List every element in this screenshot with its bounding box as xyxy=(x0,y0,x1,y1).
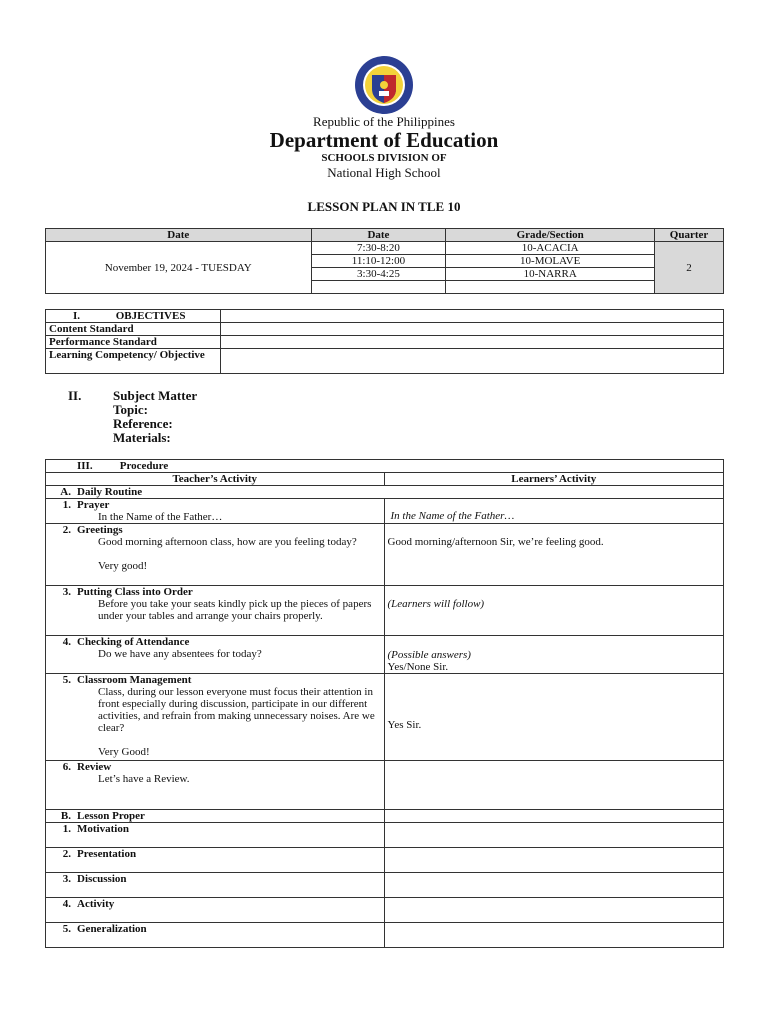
learner-cell xyxy=(384,761,723,810)
learner-cell xyxy=(384,499,723,524)
section-letter: A. xyxy=(60,486,71,498)
objective-label: Learning Competency/ Objective xyxy=(46,349,221,374)
subject-matter-title: Subject Matter xyxy=(113,388,198,403)
learner-cell xyxy=(384,923,723,948)
table-row xyxy=(46,674,724,761)
item-num: 5. xyxy=(62,923,71,935)
section-letter: B. xyxy=(60,810,71,822)
teacher-cell xyxy=(46,524,385,586)
item-num: 1. xyxy=(62,823,71,835)
procedure-heading xyxy=(46,460,724,473)
teacher-text: Very Good! xyxy=(98,746,150,758)
time-cell xyxy=(311,281,446,294)
item-num: 5. xyxy=(62,674,71,686)
section-title: Lesson Proper xyxy=(77,810,145,822)
subject-matter-num: II. xyxy=(68,388,82,403)
materials-label: Materials: xyxy=(113,430,171,445)
item-title: Review xyxy=(77,761,112,773)
procedure-title: Procedure xyxy=(119,460,169,472)
teacher-text: Very good! xyxy=(98,560,148,572)
item-num: 1. xyxy=(62,499,71,511)
learner-text: (Learners will follow) xyxy=(387,598,485,610)
objectives-table xyxy=(45,309,724,374)
teacher-cell xyxy=(46,823,385,848)
deped-seal-icon xyxy=(350,55,418,115)
learner-cell xyxy=(384,823,723,848)
learner-cell xyxy=(384,848,723,873)
teacher-cell xyxy=(46,923,385,948)
learner-text: Yes Sir. xyxy=(387,719,422,731)
department-heading: Department of Education xyxy=(269,128,499,152)
teacher-text: Let’s have a Review. xyxy=(98,773,190,785)
teacher-text: Good morning afternoon class, how are you feeling today? xyxy=(98,536,357,548)
item-num: 4. xyxy=(62,898,71,910)
learner-cell xyxy=(384,636,723,674)
table-row xyxy=(46,499,724,524)
table-row xyxy=(46,524,724,586)
section-title: Daily Routine xyxy=(77,486,143,498)
objective-value xyxy=(220,336,723,349)
table-row xyxy=(46,898,724,923)
learner-cell xyxy=(384,873,723,898)
teacher-column-header: Teacher’s Activity xyxy=(46,473,385,486)
table-row xyxy=(46,586,724,636)
schedule-header: Date xyxy=(46,229,312,242)
teacher-text: Do we have any absentees for today? xyxy=(98,648,262,660)
teacher-cell xyxy=(46,586,385,636)
quarter-value: 2 xyxy=(655,242,724,294)
date-value: November 19, 2024 - TUESDAY xyxy=(46,242,312,294)
schedule-header: Grade/Section xyxy=(446,229,655,242)
time-cell: 11:10-12:00 xyxy=(311,255,446,268)
learner-text: Good morning/afternoon Sir, we’re feeling good. xyxy=(387,536,604,548)
item-title: Discussion xyxy=(77,873,127,885)
objective-label: Content Standard xyxy=(46,323,221,336)
table-row xyxy=(46,636,724,674)
item-title: Presentation xyxy=(77,848,137,860)
teacher-cell xyxy=(46,674,385,761)
table-row xyxy=(46,823,724,848)
republic-heading: Republic of the Philippines xyxy=(313,114,455,129)
section-cell: 10-MOLAVE xyxy=(446,255,655,268)
learner-text: In the Name of the Father… xyxy=(390,510,515,522)
division-heading: SCHOOLS DIVISION OF xyxy=(321,152,447,164)
procedure-num: III. xyxy=(77,460,93,472)
learner-text: Yes/None Sir. xyxy=(387,661,449,673)
item-title: Generalization xyxy=(77,923,147,935)
schedule-header: Quarter xyxy=(655,229,724,242)
lesson-plan-title: LESSON PLAN IN TLE 10 xyxy=(307,199,461,214)
learner-cell xyxy=(384,810,723,823)
objective-label: Performance Standard xyxy=(46,336,221,349)
objectives-title: OBJECTIVES xyxy=(115,310,186,322)
schedule-table xyxy=(45,228,724,294)
procedure-table xyxy=(45,459,724,948)
item-num: 6. xyxy=(62,761,71,773)
teacher-cell xyxy=(46,636,385,674)
teacher-cell xyxy=(46,499,385,524)
item-num: 4. xyxy=(62,636,71,648)
objectives-blank xyxy=(220,310,723,323)
item-title: Checking of Attendance xyxy=(77,636,190,648)
schedule-header: Date xyxy=(311,229,446,242)
learner-cell xyxy=(384,524,723,586)
table-row xyxy=(46,923,724,948)
table-row xyxy=(46,848,724,873)
learner-column-header: Learners’ Activity xyxy=(384,473,723,486)
teacher-cell xyxy=(46,898,385,923)
item-num: 3. xyxy=(62,586,71,598)
section-cell: 10-NARRA xyxy=(446,268,655,281)
objective-value xyxy=(220,349,723,374)
teacher-text: Class, during our lesson everyone must focus their attention in front especially during discussion, participate in our different activities, and refrain from making unnecessary noises. Are we clear? xyxy=(98,686,375,734)
section-cell xyxy=(446,281,655,294)
topic-label: Topic: xyxy=(113,402,148,417)
teacher-cell xyxy=(46,873,385,898)
item-title: Activity xyxy=(77,898,115,910)
item-num: 2. xyxy=(62,848,71,860)
learner-cell xyxy=(384,674,723,761)
objectives-heading xyxy=(46,310,221,323)
reference-label: Reference: xyxy=(113,416,173,431)
section-cell: 10-ACACIA xyxy=(446,242,655,255)
daily-routine-heading xyxy=(46,486,724,499)
item-title: Prayer xyxy=(77,499,110,511)
learner-text: (Possible answers) xyxy=(387,649,471,661)
learner-cell xyxy=(384,586,723,636)
learner-cell xyxy=(384,898,723,923)
school-name: National High School xyxy=(327,165,441,180)
teacher-cell xyxy=(46,848,385,873)
teacher-cell xyxy=(46,761,385,810)
objectives-num: I. xyxy=(73,310,81,322)
item-num: 2. xyxy=(62,524,71,536)
lesson-proper-heading xyxy=(46,810,385,823)
item-title: Putting Class into Order xyxy=(77,586,193,598)
teacher-text: Before you take your seats kindly pick up the pieces of papers under your tables and arrange your chairs properly. xyxy=(98,598,372,622)
item-title: Classroom Management xyxy=(77,674,192,686)
time-cell: 7:30-8:20 xyxy=(311,242,446,255)
table-row xyxy=(46,873,724,898)
item-num: 3. xyxy=(62,873,71,885)
objective-value xyxy=(220,323,723,336)
teacher-text: In the Name of the Father… xyxy=(98,511,223,523)
item-title: Motivation xyxy=(77,823,129,835)
table-row xyxy=(46,761,724,810)
item-title: Greetings xyxy=(77,524,123,536)
time-cell: 3:30-4:25 xyxy=(311,268,446,281)
